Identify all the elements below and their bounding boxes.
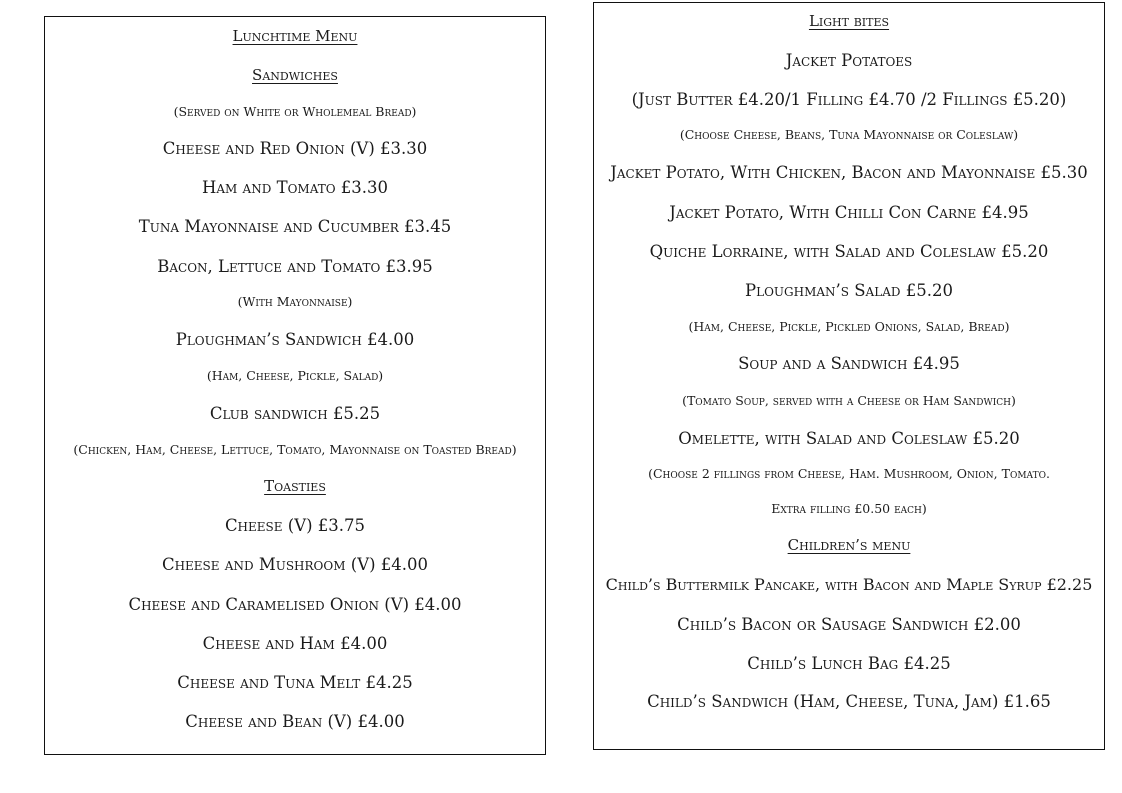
sandwiches-heading: Sandwiches [252,66,338,84]
menu-item: Cheese and Tuna Melt £4.25 [177,673,413,692]
item-note: (Chicken, Ham, Cheese, Lettuce, Tomato, Mayonnaise on Toasted Bread) [73,442,517,457]
menu-item: Child’s Bacon or Sausage Sandwich £2.00 [677,615,1021,634]
menu-item: Cheese and Mushroom (V) £4.00 [161,555,429,574]
menu-item: Ploughman’s Sandwich £4.00 [175,330,415,349]
menu-item: Child’s Lunch Bag £4.25 [747,654,951,673]
served-bread-note: (Served on White or Wholemeal Bread) [173,104,417,119]
menu-item: Ham and Tomato £3.30 [201,178,389,197]
menu-item: Cheese and Caramelised Onion (V) £4.00 [128,595,462,614]
menu-item: Cheese and Red Onion (V) £3.30 [162,139,428,158]
lunchtime-menu-panel [44,16,546,755]
menu-item: Cheese (V) £3.75 [224,516,366,535]
menu-item: Club sandwich £5.25 [209,404,381,423]
menu-item: Child’s Sandwich (Ham, Cheese, Tuna, Jam) £1.65 [647,692,1051,711]
item-note: (Choose 2 fillings from Cheese, Ham. Mushroom, Onion, Tomato. [648,466,1050,481]
menu-item: Jacket Potato, With Chilli Con Carne £4.95 [669,203,1029,222]
jacket-prices: (Just Butter £4.20/1 Filling £4.70 /2 Fillings £5.20) [631,90,1067,109]
jacket-potatoes-heading: Jacket Potatoes [785,51,913,70]
item-note: Extra filling £0.50 each) [771,501,927,516]
toasties-heading: Toasties [264,477,326,495]
menu-item: Jacket Potato, With Chicken, Bacon and Mayonnaise £5.30 [610,163,1088,182]
item-note: (Ham, Cheese, Pickle, Salad) [206,368,384,383]
light-bites-title: Light bites [808,12,890,30]
item-note: (With Mayonnaise) [237,294,353,309]
menu-item: Cheese and Ham £4.00 [202,634,388,653]
menu-item: Soup and a Sandwich £4.95 [738,354,960,373]
item-note: (Ham, Cheese, Pickle, Pickled Onions, Salad, Bread) [688,319,1010,334]
light-bites-panel [593,2,1105,750]
menu-item: Tuna Mayonnaise and Cucumber £3.45 [138,217,452,236]
item-note: (Choose Cheese, Beans, Tuna Mayonnaise or Coleslaw) [679,127,1019,142]
lunchtime-menu-title: Lunchtime Menu [232,27,358,45]
menu-item: Quiche Lorraine, with Salad and Coleslaw £5.20 [649,242,1049,261]
item-note: (Tomato Soup, served with a Cheese or Ham Sandwich) [682,393,1016,408]
menu-item: Cheese and Bean (V) £4.00 [185,712,405,731]
menu-item: Omelette, with Salad and Coleslaw £5.20 [678,429,1020,448]
menu-item: Bacon, Lettuce and Tomato £3.95 [157,257,433,276]
menu-item: Ploughman’s Salad £5.20 [745,281,953,300]
childrens-menu-heading: Children’s menu [787,536,911,554]
menu-item: Child’s Buttermilk Pancake, with Bacon and Maple Syrup £2.25 [605,575,1093,594]
